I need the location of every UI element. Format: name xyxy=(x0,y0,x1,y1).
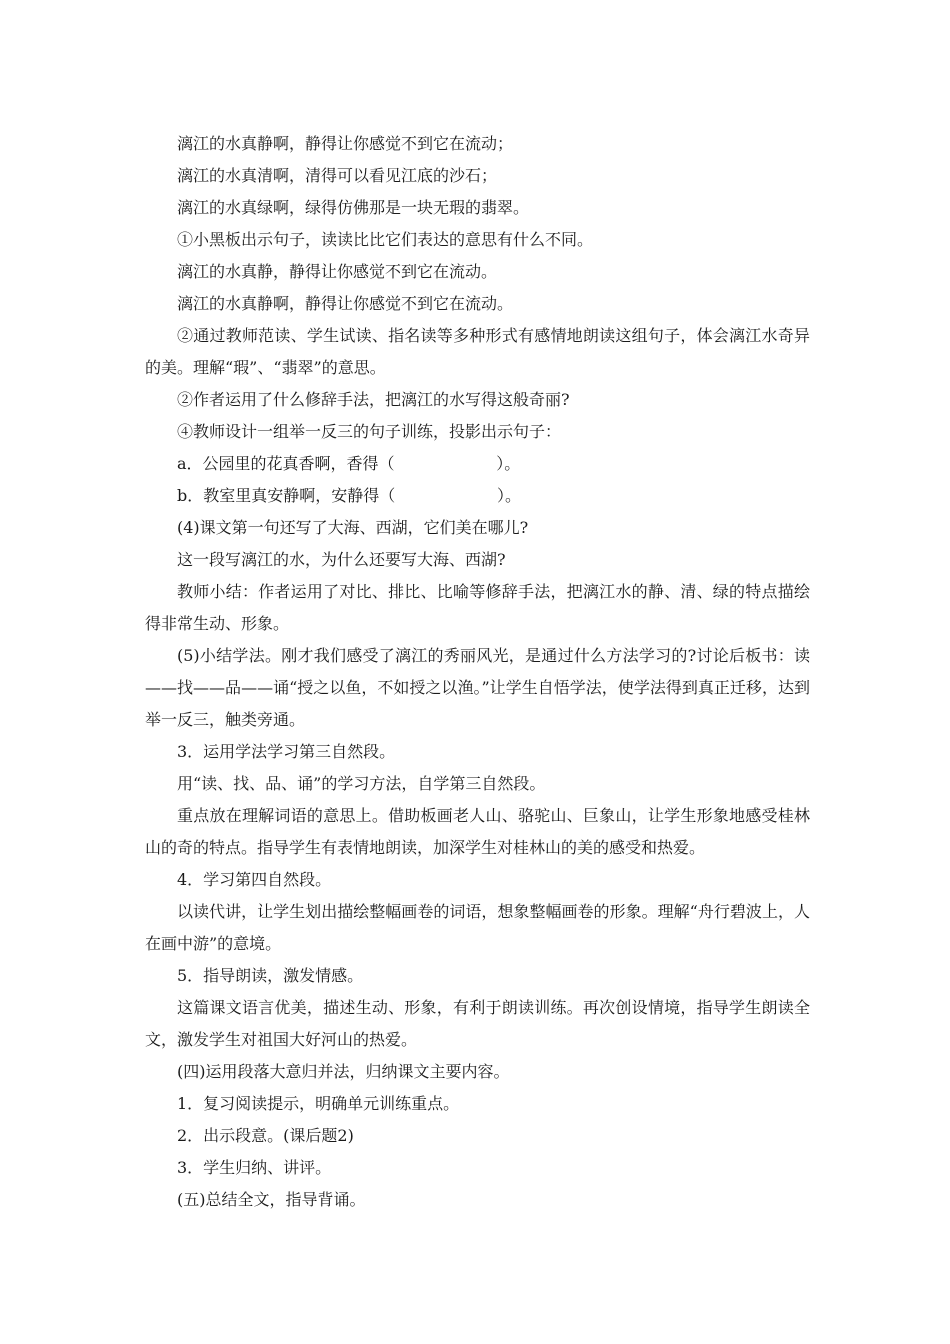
paragraph-16: 3．运用学法学习第三自然段。 xyxy=(177,742,396,761)
paragraph-8: ②作者运用了什么修辞手法，把漓江的水写得这般奇丽? xyxy=(177,390,570,409)
paragraph-14: 教师小结：作者运用了对比、排比、比喻等修辞手法，把漓江水的静、清、绿的特点描绘得非常生动、形象。 xyxy=(145,582,810,633)
paragraph-19: 4．学习第四自然段。 xyxy=(177,870,332,889)
paragraph-2: 漓江的水真清啊，清得可以看见江底的沙石； xyxy=(177,166,498,185)
paragraph-27: (五)总结全文，指导背诵。 xyxy=(177,1190,366,1209)
paragraph-22: 这篇课文语言优美，描述生动、形象，有利于朗读训练。再次创设情境，指导学生朗读全文，激发学生对祖国大好河山的热爱。 xyxy=(145,998,810,1049)
document-body xyxy=(145,128,810,1216)
paragraph-9: ④教师设计一组举一反三的句子训练，投影出示句子： xyxy=(177,422,562,441)
paragraph-1: 漓江的水真静啊，静得让你感觉不到它在流动； xyxy=(177,134,514,153)
paragraph-3: 漓江的水真绿啊，绿得仿佛那是一块无瑕的翡翠。 xyxy=(177,198,530,217)
paragraph-13: 这一段写漓江的水，为什么还要写大海、西湖? xyxy=(177,550,506,569)
paragraph-6: 漓江的水真静啊，静得让你感觉不到它在流动。 xyxy=(177,294,514,313)
paragraph-20: 以读代讲，让学生划出描绘整幅画卷的词语，想象整幅画卷的形象。理解“舟行碧波上，人在画中游”的意境。 xyxy=(145,902,810,953)
paragraph-21: 5．指导朗读，激发情感。 xyxy=(177,966,364,985)
paragraph-17: 用“读、找、品、诵”的学习方法，自学第三自然段。 xyxy=(177,774,546,793)
paragraph-15: (5)小结学法。刚才我们感受了漓江的秀丽风光，是通过什么方法学习的?讨论后板书：读——找——品——诵“授之以鱼，不如授之以渔。”让学生自悟学法，使学法得到真正迁移，达到举一反三，触类旁通。 xyxy=(145,646,810,729)
paragraph-12: (4)课文第一句还写了大海、西湖，它们美在哪儿? xyxy=(177,518,529,537)
paragraph-26: 3．学生归纳、讲评。 xyxy=(177,1158,332,1177)
paragraph-7: ②通过教师范读、学生试读、指名读等多种形式有感情地朗读这组句子，体会漓江水奇异的美。理解“瑕”、“翡翠”的意思。 xyxy=(145,326,810,377)
paragraph-18: 重点放在理解词语的意思上。借助板画老人山、骆驼山、巨象山，让学生形象地感受桂林山的奇的特点。指导学生有表情地朗读，加深学生对桂林山的美的感受和热爱。 xyxy=(145,806,810,857)
paragraph-11: b．教室里真安静啊，安静得（ ）。 xyxy=(177,486,521,505)
paragraph-10: a．公园里的花真香啊，香得（ ）。 xyxy=(177,454,521,473)
paragraph-24: 1．复习阅读提示，明确单元训练重点。 xyxy=(177,1094,460,1113)
paragraph-25: 2．出示段意。(课后题2) xyxy=(177,1126,354,1145)
paragraph-23: (四)运用段落大意归并法，归纳课文主要内容。 xyxy=(177,1062,510,1081)
paragraph-5: 漓江的水真静，静得让你感觉不到它在流动。 xyxy=(177,262,498,281)
paragraph-4: ①小黑板出示句子，读读比比它们表达的意思有什么不同。 xyxy=(177,230,594,249)
